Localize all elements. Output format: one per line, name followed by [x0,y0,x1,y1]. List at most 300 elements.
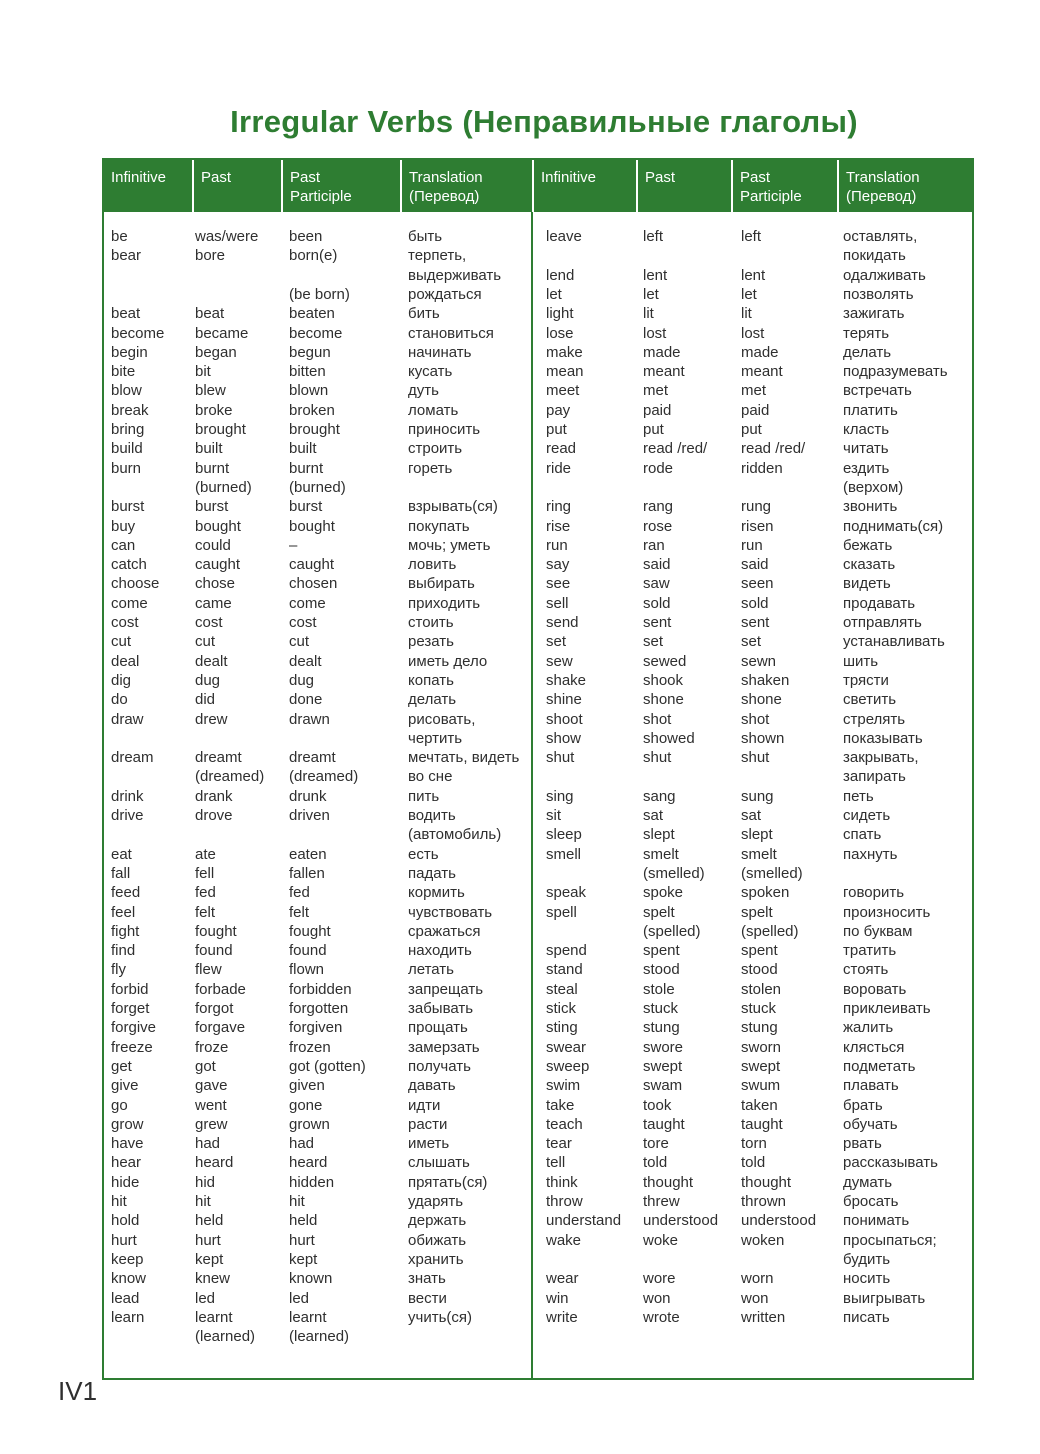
translation-cell: строить [408,440,463,458]
past-participle-cell: dug [289,671,315,689]
translation-cell: класть [843,421,890,438]
infinitive-cell: hide [111,1173,140,1191]
past-cell: saw [643,575,670,593]
past-participle-cell: beaten [289,305,335,323]
past-cell: built [195,440,223,458]
translation-cell: сражаться [408,922,481,940]
past-participle-cell: run [741,536,763,554]
infinitive-cell: cost [111,614,139,631]
past-participle-cell: hurt [289,1231,315,1249]
translation-cell: дуть [408,382,439,400]
infinitive-cell: burn [111,459,142,477]
past-cell: sold [643,594,671,612]
past-cell: brought [195,421,246,438]
infinitive-cell: pay [546,401,571,419]
translation-cell: падать [408,864,456,882]
translation-cell: одалживать [843,266,926,284]
translation-cell: бросать [843,1193,899,1210]
past-cell: dreamt (dreamed) [195,749,265,786]
infinitive-cell: bite [111,363,136,381]
translation-cell: держать [408,1212,467,1230]
past-cell: shook [643,671,684,689]
translation-cell: рвать [843,1135,882,1153]
past-participle-cell: driven [289,807,330,824]
infinitive-cell: teach [546,1115,583,1133]
past-participle-cell: put [741,421,762,438]
infinitive-cell: deal [111,652,140,670]
translation-cell: стоить [408,614,454,631]
infinitive-cell: fall [111,864,131,882]
past-participle-cell: bitten [289,363,326,381]
past-participle-cell: sworn [741,1038,782,1056]
infinitive-cell: spell [546,903,577,921]
header-past-participle: Past Participle [281,160,400,212]
past-cell: stuck [643,1000,679,1017]
past-cell: wore [643,1270,676,1288]
header-infinitive: Infinitive [111,169,167,186]
translation-cell: шить [843,652,879,670]
past-cell: drove [195,807,233,824]
infinitive-cell: meet [546,382,580,400]
translation-cell: кусать [408,363,453,381]
infinitive-cell: come [111,594,148,612]
past-cell: thought [643,1173,694,1191]
past-participle-cell: meant [741,363,783,381]
past-participle-cell: taken [741,1096,778,1114]
translation-cell: трясти [843,671,889,689]
translation-cell: ловить [408,556,457,574]
past-cell: slept [643,826,675,844]
past-cell: bit [195,363,211,381]
infinitive-cell: sew [546,652,573,670]
past-participle-cell: sewn [741,652,777,670]
irregular-verbs-table [102,158,974,1380]
past-cell: cost [195,614,223,631]
past-participle-cell: begun [289,343,331,361]
infinitive-cell: swear [546,1038,587,1056]
infinitive-cell: sit [546,807,561,824]
translation-cell: находить [408,942,472,960]
translation-cell: покупать [408,517,470,535]
past-cell: stole [643,980,675,998]
past-cell: became [195,324,249,342]
translation-cell: продавать [843,594,916,612]
translation-cell: иметь [408,1135,450,1153]
past-participle-cell: flown [289,961,325,979]
past-cell: ran [643,536,665,554]
past-cell: hurt [195,1231,221,1249]
translation-cell: рисовать, чертить [408,710,476,747]
past-cell: found [195,942,233,960]
past-participle-cell: seen [741,575,774,593]
translation-cell: отправлять [843,614,922,631]
infinitive-cell: think [546,1173,578,1191]
past-participle-cell: built [289,440,317,458]
translation-cell: спать [843,826,882,844]
past-participle-cell: shot [741,710,770,728]
past-participle-cell: written [741,1308,786,1326]
infinitive-cell: fight [111,922,140,940]
infinitive-cell: let [546,285,562,303]
past-participle-cell: woken [741,1231,785,1249]
translation-cell: идти [408,1096,441,1114]
translation-cell: бежать [843,536,893,554]
infinitive-cell: learn [111,1308,145,1326]
infinitive-cell: have [111,1135,144,1153]
infinitive-cell: hurt [111,1231,137,1249]
past-participle-cell: shaken [741,671,790,689]
translation-cell: зажигать [843,305,905,323]
past-participle-cell: broken [289,401,335,419]
past-cell: wrote [643,1308,680,1326]
past-cell: set [643,633,664,651]
past-participle-cell: taught [741,1115,783,1133]
past-participle-cell: let [741,285,757,303]
translation-cell: носить [843,1270,891,1288]
past-participle-cell: lit [741,305,752,323]
past-cell: went [195,1096,227,1114]
past-participle-cell: forgotten [289,1000,349,1017]
infinitive-cell: get [111,1057,132,1075]
past-cell: swam [643,1077,683,1095]
past-participle-cell: lent [741,266,766,284]
translation-cell: вести [408,1289,447,1307]
translation-cell: обижать [408,1231,467,1249]
infinitive-cell: draw [111,710,144,728]
translation-cell: мочь; уметь [408,536,491,554]
translation-cell: думать [843,1173,893,1191]
translation-cell: звонить [843,498,898,516]
infinitive-cell: lose [546,324,574,342]
translation-cell: клясться [843,1038,905,1056]
infinitive-cell: throw [546,1193,583,1210]
infinitive-cell: smell [546,845,582,863]
translation-cell: встречать [843,382,912,400]
table-body [104,160,972,1378]
header-translation: Translation (Перевод) [837,160,972,212]
past-participle-cell: made [741,343,779,361]
past-participle-cell: sung [741,787,774,805]
infinitive-cell: dig [111,671,132,689]
translation-cell: делать [843,343,892,361]
translation-cell: жалить [843,1019,894,1037]
past-cell: gave [195,1077,228,1095]
translation-cell: есть [408,845,439,863]
past-participle-cell: sent [741,614,770,631]
past-participle-cell: drunk [289,787,327,805]
infinitive-cell: bear [111,247,142,265]
infinitive-cell: cut [111,633,132,651]
past-cell: took [643,1096,672,1114]
translation-cell: слышать [408,1154,470,1172]
past-cell: tore [643,1135,669,1153]
past-participle-cell: held [289,1212,318,1230]
translation-cell: ездить (верхом) [843,459,904,496]
infinitive-cell: dream [111,749,154,767]
translation-cell: устанавливать [843,633,945,651]
past-cell: had [195,1135,221,1153]
past-participle-cell: sold [741,594,769,612]
past-participle-cell: met [741,382,767,400]
past-cell: sat [643,807,664,824]
translation-cell: сидеть [843,807,891,824]
past-participle-cell: stood [741,961,778,979]
past-participle-cell: hit [289,1193,305,1210]
past-cell: dug [195,671,221,689]
past-participle-cell: become [289,324,343,342]
translation-cell: начинать [408,343,472,361]
past-participle-cell: stung [741,1019,778,1037]
past-cell: shot [643,710,672,728]
past-participle-cell: stolen [741,980,782,998]
past-participle-cell: torn [741,1135,767,1153]
page-number: IV1 [58,1376,98,1406]
past-participle-cell: swum [741,1077,781,1095]
infinitive-cell: give [111,1077,139,1095]
infinitive-cell: catch [111,556,147,574]
translation-cell: прощать [408,1019,468,1037]
infinitive-cell: begin [111,343,148,361]
past-cell: flew [195,961,222,979]
translation-cell: ломать [408,401,459,419]
infinitive-cell: can [111,536,136,554]
infinitive-cell: say [546,556,570,574]
past-cell: learnt (learned) [195,1308,256,1346]
infinitive-cell: spend [546,942,587,960]
past-cell: spoke [643,884,684,902]
past-participle-cell: set [741,633,762,651]
past-cell: dealt [195,652,228,670]
infinitive-cell: shine [546,691,582,709]
past-participle-cell: forgiven [289,1019,343,1037]
infinitive-cell: wake [546,1231,582,1249]
infinitive-cell: drive [111,807,144,824]
infinitive-cell: swim [546,1077,581,1095]
past-cell: rose [643,517,673,535]
translation-cell: видеть [843,575,891,593]
past-participle-cell: spelt (spelled) [741,903,799,940]
infinitive-cell: write [546,1308,578,1326]
infinitive-cell: be [111,228,128,245]
infinitive-cell: freeze [111,1038,153,1056]
past-cell: began [195,343,237,361]
past-participle-cell: thought [741,1173,792,1191]
translation-cell: приносить [408,421,481,438]
translation-cell: подразумевать [843,363,948,381]
translation-cell: получать [408,1057,471,1075]
past-cell: led [195,1289,216,1307]
infinitive-cell: sleep [546,826,582,844]
past-participle-cell: caught [289,556,335,574]
past-participle-cell: kept [289,1250,318,1268]
infinitive-cell: mean [546,363,584,381]
infinitive-cell: hit [111,1193,127,1210]
past-participle-cell: said [741,556,769,574]
infinitive-cell: understand [546,1212,622,1230]
infinitive-cell: sell [546,594,569,612]
translation-cell: подметать [843,1057,916,1075]
past-cell: burst [195,498,229,516]
past-cell: could [195,536,231,554]
translation-cell: оставлять, покидать [843,228,918,265]
past-cell: rang [643,498,674,516]
translation-cell: сказать [843,556,896,574]
infinitive-cell: make [546,343,583,361]
infinitive-cell: send [546,614,579,631]
past-participle-cell: forbidden [289,980,352,998]
past-participle-cell: got (gotten) [289,1057,366,1075]
translation-cell: расти [408,1115,448,1133]
past-participle-cell: grown [289,1115,330,1133]
translation-cell: гореть [408,459,453,477]
past-participle-cell: dreamt (dreamed) [289,749,359,786]
header-past: Past [192,160,287,212]
past-participle-cell: swept [741,1057,781,1075]
past-cell: held [195,1212,224,1230]
infinitive-cell: run [546,536,568,554]
past-cell: taught [643,1115,685,1133]
translation-cell: выигрывать [843,1289,926,1307]
past-participle-cell: blown [289,382,329,400]
infinitive-cell: ring [546,498,572,516]
past-participle-cell: been [289,228,323,245]
past-cell: left [643,228,664,245]
infinitive-cell: grow [111,1115,144,1133]
past-cell: bought [195,517,241,535]
infinitive-cell: ride [546,459,572,477]
infinitive-cell: forbid [111,980,149,998]
past-cell: forgave [195,1019,246,1037]
past-cell: meant [643,363,685,381]
translation-cell: светить [843,691,897,709]
past-participle-cell: dealt [289,652,322,670]
translation-cell: читать [843,440,889,458]
past-cell: woke [643,1231,679,1249]
infinitive-cell: put [546,421,567,438]
infinitive-cell: lead [111,1289,140,1307]
past-participle-cell: left [741,228,762,245]
translation-cell: платить [843,401,898,419]
translation-cell: быть [408,228,443,245]
translation-cell: копать [408,671,454,689]
past-cell: sewed [643,652,687,670]
past-participle-cell: stuck [741,1000,777,1017]
infinitive-cell: feel [111,903,136,921]
infinitive-cell: see [546,575,571,593]
infinitive-cell: hold [111,1212,140,1230]
infinitive-cell: choose [111,575,160,593]
infinitive-cell: stand [546,961,583,979]
past-cell: kept [195,1250,224,1268]
translation-cell: давать [408,1077,456,1095]
past-cell: felt [195,903,216,921]
past-participle-cell: drawn [289,710,330,728]
past-participle-cell: given [289,1077,325,1095]
past-cell: told [643,1154,668,1172]
infinitive-cell: feed [111,884,141,902]
infinitive-cell: become [111,324,165,342]
translation-cell: замерзать [408,1038,480,1056]
infinitive-cell: speak [546,884,587,902]
translation-cell: понимать [843,1212,910,1230]
translation-cell: знать [408,1270,446,1288]
past-cell: beat [195,305,225,323]
past-participle-cell: heard [289,1154,328,1172]
past-participle-cell: shut [741,749,770,767]
translation-cell: приходить [408,594,481,612]
past-participle-cell: eaten [289,845,327,863]
past-participle-cell: shown [741,729,785,747]
past-cell: stung [643,1019,680,1037]
infinitive-cell: tell [546,1154,566,1172]
past-participle-cell: known [289,1270,333,1288]
past-participle-cell: lost [741,324,765,342]
infinitive-cell: forgive [111,1019,157,1037]
past-cell: blew [195,382,226,400]
translation-cell: мечтать, видеть во сне [408,749,520,786]
past-participle-cell: hidden [289,1173,335,1191]
translation-cell: бить [408,305,440,323]
past-participle-cell: understood [741,1212,817,1230]
translation-cell: показывать [843,729,923,747]
infinitive-cell: read [546,440,577,458]
past-participle-cell: spent [741,942,778,960]
past-cell: fed [195,884,216,902]
infinitive-cell: steal [546,980,578,998]
past-participle-cell: read /red/ [741,440,806,458]
translation-cell: терять [843,324,890,342]
translation-cell: взрывать(ся) [408,498,498,516]
infinitive-cell: shake [546,671,587,689]
past-participle-cell: learnt (learned) [289,1308,350,1346]
past-cell: rode [643,459,674,477]
translation-cell: петь [843,787,874,805]
past-cell: sent [643,614,672,631]
past-cell: spelt (spelled) [643,903,701,940]
infinitive-cell: fly [111,961,126,979]
past-cell: froze [195,1038,229,1056]
past-cell: swore [643,1038,684,1056]
past-participle-cell: spoken [741,884,790,902]
infinitive-cell: win [546,1289,569,1307]
translation-cell: поднимать(ся) [843,517,944,535]
translation-cell: летать [408,961,454,979]
past-participle-cell: won [741,1289,769,1307]
past-participle-cell: cut [289,633,310,651]
past-participle-cell: fought [289,922,331,940]
past-cell: heard [195,1154,234,1172]
past-participle-cell: felt [289,903,310,921]
infinitive-cell: lend [546,266,575,284]
past-participle-cell: sat [741,807,762,824]
infinitive-cell: take [546,1096,575,1114]
translation-cell: стоять [843,961,889,979]
past-cell: chose [195,575,236,593]
page-title: Irregular Verbs (Неправильные глаголы) [230,104,858,139]
infinitive-cell: buy [111,517,136,535]
translation-cell: делать [408,691,457,709]
past-participle-cell: thrown [741,1193,787,1210]
infinitive-cell: know [111,1270,147,1288]
past-cell: came [195,594,232,612]
translation-cell: произносить по буквам [843,903,931,940]
infinitive-cell: set [546,633,567,651]
translation-cell: брать [843,1096,883,1114]
translation-cell: становиться [408,324,494,342]
past-cell: caught [195,556,241,574]
infinitive-cell: forget [111,1000,150,1017]
infinitive-cell: bring [111,421,145,438]
